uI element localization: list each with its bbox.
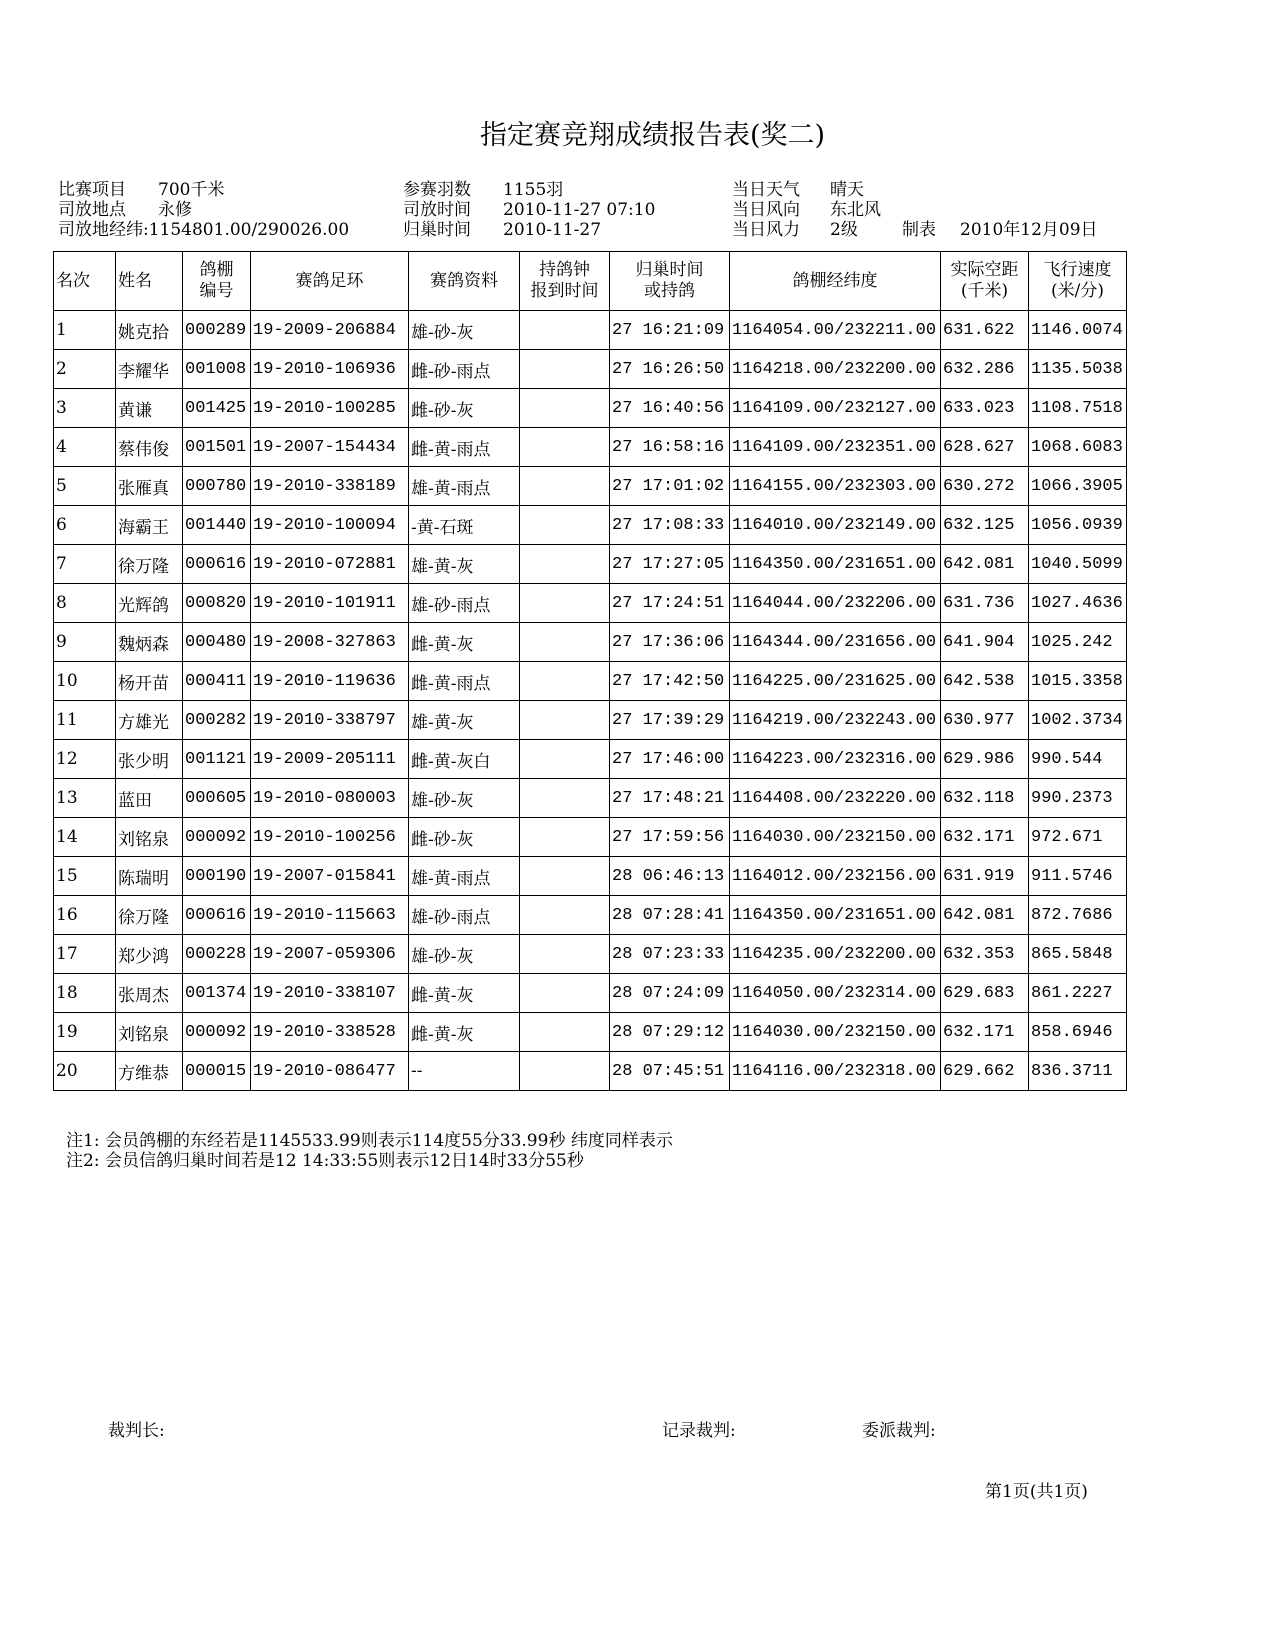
cell-bird-info: -- <box>409 1052 520 1091</box>
cell-rank: 8 <box>54 584 116 623</box>
cell-arrival-time: 28 07:45:51 <box>610 1052 730 1091</box>
cell-clock-time <box>520 779 610 818</box>
cell-speed: 1135.5038 <box>1029 350 1127 389</box>
cell-bird-info: 雄-砂-灰 <box>409 311 520 350</box>
cell-bird-info: -黄-石斑 <box>409 506 520 545</box>
cell-loft-coord: 1164050.00/232314.00 <box>730 974 941 1013</box>
cell-loft-no: 001374 <box>183 974 251 1013</box>
cell-arrival-time: 27 17:01:02 <box>610 467 730 506</box>
header-rank <box>54 252 116 311</box>
cell-loft-no: 001121 <box>183 740 251 779</box>
cell-rank: 7 <box>54 545 116 584</box>
cell-speed: 990.544 <box>1029 740 1127 779</box>
cell-loft-coord: 1164010.00/232149.00 <box>730 506 941 545</box>
cell-distance: 628.627 <box>941 428 1029 467</box>
cell-loft-coord: 1164030.00/232150.00 <box>730 1013 941 1052</box>
cell-distance: 642.538 <box>941 662 1029 701</box>
table-row <box>54 584 1127 623</box>
info-col-1 <box>58 180 349 240</box>
cell-name: 姚克拾 <box>116 311 183 350</box>
prepared-date: 2010年12月09日 <box>960 220 1098 240</box>
cell-name: 方维恭 <box>116 1052 183 1091</box>
header-ring-line: 赛鸽足环 <box>295 270 364 291</box>
header-loft-coord <box>730 252 941 311</box>
cell-loft-coord: 1164030.00/232150.00 <box>730 818 941 857</box>
cell-name: 张雁真 <box>116 467 183 506</box>
cell-speed: 1056.0939 <box>1029 506 1127 545</box>
cell-loft-no: 000616 <box>183 896 251 935</box>
event-value: 700千米 <box>158 180 225 200</box>
cell-ring: 19-2010-106936 <box>251 350 409 389</box>
cell-distance: 642.081 <box>941 545 1029 584</box>
cell-loft-no: 000780 <box>183 467 251 506</box>
cell-arrival-time: 27 16:26:50 <box>610 350 730 389</box>
cell-bird-info: 雄-黄-灰 <box>409 545 520 584</box>
cell-loft-no: 000228 <box>183 935 251 974</box>
cell-loft-no: 000480 <box>183 623 251 662</box>
cell-bird-info: 雄-砂-灰 <box>409 779 520 818</box>
cell-rank: 5 <box>54 467 116 506</box>
cell-rank: 1 <box>54 311 116 350</box>
prepared-label: 制表 <box>902 220 936 240</box>
table-row <box>54 701 1127 740</box>
recorder-referee-label: 记录裁判: <box>662 1421 736 1441</box>
cell-arrival-time: 27 17:46:00 <box>610 740 730 779</box>
cell-clock-time <box>520 545 610 584</box>
cell-bird-info: 雄-黄-雨点 <box>409 467 520 506</box>
cell-rank: 2 <box>54 350 116 389</box>
table-header-row <box>54 252 1127 311</box>
header-arrival-time-line: 归巢时间 <box>635 260 704 280</box>
header-clock-time <box>520 252 610 311</box>
cell-loft-no: 000411 <box>183 662 251 701</box>
table-body <box>54 311 1127 1091</box>
cell-loft-no: 000289 <box>183 311 251 350</box>
cell-bird-info: 雌-黄-雨点 <box>409 428 520 467</box>
cell-arrival-time: 28 06:46:13 <box>610 857 730 896</box>
cell-clock-time <box>520 467 610 506</box>
cell-distance: 632.118 <box>941 779 1029 818</box>
cell-arrival-time: 27 17:08:33 <box>610 506 730 545</box>
cell-loft-no: 000820 <box>183 584 251 623</box>
cell-loft-coord: 1164054.00/232211.00 <box>730 311 941 350</box>
cell-name: 张少明 <box>116 740 183 779</box>
cell-ring: 19-2010-119636 <box>251 662 409 701</box>
table-row <box>54 467 1127 506</box>
cell-name: 刘铭泉 <box>116 818 183 857</box>
cell-ring: 19-2007-015841 <box>251 857 409 896</box>
cell-arrival-time: 27 16:40:56 <box>610 389 730 428</box>
cell-ring: 19-2009-205111 <box>251 740 409 779</box>
cell-loft-coord: 1164109.00/232351.00 <box>730 428 941 467</box>
cell-rank: 16 <box>54 896 116 935</box>
cell-bird-info: 雄-砂-雨点 <box>409 584 520 623</box>
cell-bird-info: 雌-黄-灰 <box>409 1013 520 1052</box>
cell-bird-info: 雌-黄-灰 <box>409 623 520 662</box>
cell-loft-coord: 1164012.00/232156.00 <box>730 857 941 896</box>
cell-arrival-time: 28 07:24:09 <box>610 974 730 1013</box>
cell-ring: 19-2010-338107 <box>251 974 409 1013</box>
release-coord-value: :1154801.00/290026.00 <box>143 220 350 240</box>
cell-ring: 19-2010-115663 <box>251 896 409 935</box>
header-distance-line: (千米) <box>960 281 1009 301</box>
header-speed-line: 飞行速度 <box>1043 260 1112 280</box>
return-time-value: 2010-11-27 <box>503 220 602 240</box>
header-name-line: 姓名 <box>118 270 152 291</box>
header-rank-line: 名次 <box>56 270 90 291</box>
header-arrival-time-line: 或持鸽 <box>644 281 695 301</box>
cell-distance: 632.286 <box>941 350 1029 389</box>
cell-speed: 1040.5099 <box>1029 545 1127 584</box>
cell-speed: 1108.7518 <box>1029 389 1127 428</box>
table-row <box>54 935 1127 974</box>
cell-bird-info: 雄-砂-雨点 <box>409 896 520 935</box>
cell-distance: 629.662 <box>941 1052 1029 1091</box>
cell-name: 魏炳森 <box>116 623 183 662</box>
cell-loft-no: 001440 <box>183 506 251 545</box>
cell-distance: 630.272 <box>941 467 1029 506</box>
header-ring <box>251 252 409 311</box>
cell-name: 杨开苗 <box>116 662 183 701</box>
cell-arrival-time: 27 16:58:16 <box>610 428 730 467</box>
cell-loft-no: 000190 <box>183 857 251 896</box>
cell-loft-no: 000605 <box>183 779 251 818</box>
entries-value: 1155羽 <box>503 180 564 200</box>
footnote-2: 注2: 会员信鸽归巢时间若是12 14:33:55则表示12日14时33分55秒 <box>66 1151 584 1171</box>
cell-ring: 19-2008-327863 <box>251 623 409 662</box>
table-row <box>54 974 1127 1013</box>
table-row <box>54 311 1127 350</box>
cell-distance: 630.977 <box>941 701 1029 740</box>
cell-speed: 865.5848 <box>1029 935 1127 974</box>
cell-loft-coord: 1164350.00/231651.00 <box>730 896 941 935</box>
cell-name: 陈瑞明 <box>116 857 183 896</box>
header-arrival-time <box>610 252 730 311</box>
cell-ring: 19-2010-338797 <box>251 701 409 740</box>
wind-force-value: 2级 <box>830 220 858 240</box>
table-row <box>54 350 1127 389</box>
header-loft-coord-line: 鸽棚经纬度 <box>792 270 878 291</box>
wind-force-label: 当日风力 <box>732 220 800 240</box>
cell-speed: 858.6946 <box>1029 1013 1127 1052</box>
cell-distance: 629.683 <box>941 974 1029 1013</box>
cell-name: 郑少鸿 <box>116 935 183 974</box>
cell-speed: 1027.4636 <box>1029 584 1127 623</box>
cell-speed: 1002.3734 <box>1029 701 1127 740</box>
cell-name: 黄谦 <box>116 389 183 428</box>
cell-rank: 12 <box>54 740 116 779</box>
cell-clock-time <box>520 623 610 662</box>
release-time-label: 司放时间 <box>403 200 471 220</box>
cell-loft-no: 000015 <box>183 1052 251 1091</box>
release-coord-label: 司放地经纬 <box>58 220 143 240</box>
cell-loft-no: 000282 <box>183 701 251 740</box>
cell-ring: 19-2010-100094 <box>251 506 409 545</box>
table-row <box>54 1013 1127 1052</box>
info-col-3 <box>732 180 1098 240</box>
cell-loft-coord: 1164223.00/232316.00 <box>730 740 941 779</box>
cell-rank: 15 <box>54 857 116 896</box>
cell-rank: 10 <box>54 662 116 701</box>
cell-clock-time <box>520 1052 610 1091</box>
cell-speed: 1146.0074 <box>1029 311 1127 350</box>
cell-rank: 13 <box>54 779 116 818</box>
cell-speed: 1068.6083 <box>1029 428 1127 467</box>
cell-name: 蓝田 <box>116 779 183 818</box>
cell-clock-time <box>520 857 610 896</box>
cell-bird-info: 雄-砂-灰 <box>409 935 520 974</box>
cell-rank: 6 <box>54 506 116 545</box>
cell-rank: 9 <box>54 623 116 662</box>
table-row <box>54 779 1127 818</box>
cell-arrival-time: 27 17:27:05 <box>610 545 730 584</box>
cell-bird-info: 雌-砂-灰 <box>409 389 520 428</box>
cell-arrival-time: 27 16:21:09 <box>610 311 730 350</box>
cell-clock-time <box>520 935 610 974</box>
cell-clock-time <box>520 662 610 701</box>
cell-clock-time <box>520 350 610 389</box>
header-clock-time-line: 持鸽钟 <box>539 260 590 280</box>
cell-loft-coord: 1164155.00/232303.00 <box>730 467 941 506</box>
cell-loft-coord: 1164109.00/232127.00 <box>730 389 941 428</box>
header-loft-no-line: 鸽棚 <box>199 260 234 280</box>
cell-name: 方雄光 <box>116 701 183 740</box>
cell-ring: 19-2007-154434 <box>251 428 409 467</box>
cell-distance: 631.736 <box>941 584 1029 623</box>
table-row <box>54 896 1127 935</box>
weather-label: 当日天气 <box>732 180 800 200</box>
header-loft-no-line: 编号 <box>199 281 234 301</box>
wind-direction-value: 东北风 <box>830 200 881 220</box>
cell-distance: 629.986 <box>941 740 1029 779</box>
header-loft-no <box>183 252 251 311</box>
cell-name: 张周杰 <box>116 974 183 1013</box>
cell-clock-time <box>520 311 610 350</box>
wind-direction-label: 当日风向 <box>732 200 800 220</box>
cell-ring: 19-2010-100256 <box>251 818 409 857</box>
release-time-value: 2010-11-27 07:10 <box>503 200 656 220</box>
cell-distance: 631.919 <box>941 857 1029 896</box>
delegate-referee-label: 委派裁判: <box>862 1421 936 1441</box>
cell-arrival-time: 27 17:39:29 <box>610 701 730 740</box>
cell-ring: 19-2010-080003 <box>251 779 409 818</box>
release-place-label: 司放地点 <box>58 200 126 220</box>
cell-distance: 642.081 <box>941 896 1029 935</box>
cell-rank: 20 <box>54 1052 116 1091</box>
cell-distance: 633.023 <box>941 389 1029 428</box>
cell-speed: 1066.3905 <box>1029 467 1127 506</box>
cell-loft-coord: 1164044.00/232206.00 <box>730 584 941 623</box>
cell-speed: 1025.242 <box>1029 623 1127 662</box>
cell-ring: 19-2010-338528 <box>251 1013 409 1052</box>
page-title: 指定赛竞翔成绩报告表(奖二) <box>479 120 826 151</box>
cell-loft-coord: 1164350.00/231651.00 <box>730 545 941 584</box>
cell-distance: 632.171 <box>941 1013 1029 1052</box>
entries-label: 参赛羽数 <box>403 180 471 200</box>
cell-distance: 632.125 <box>941 506 1029 545</box>
cell-loft-coord: 1164219.00/232243.00 <box>730 701 941 740</box>
cell-distance: 641.904 <box>941 623 1029 662</box>
cell-arrival-time: 27 17:36:06 <box>610 623 730 662</box>
cell-clock-time <box>520 428 610 467</box>
cell-speed: 836.3711 <box>1029 1052 1127 1091</box>
return-time-label: 归巢时间 <box>403 220 471 240</box>
cell-distance: 632.171 <box>941 818 1029 857</box>
cell-ring: 19-2009-206884 <box>251 311 409 350</box>
header-speed-line: (米/分) <box>1051 281 1104 301</box>
chief-referee-label: 裁判长: <box>108 1421 165 1441</box>
table-row <box>54 740 1127 779</box>
header-distance-line: 实际空距 <box>950 260 1019 280</box>
release-place-value: 永修 <box>158 200 192 220</box>
cell-clock-time <box>520 584 610 623</box>
cell-speed: 861.2227 <box>1029 974 1127 1013</box>
cell-ring: 19-2010-338189 <box>251 467 409 506</box>
cell-distance: 631.622 <box>941 311 1029 350</box>
cell-arrival-time: 27 17:24:51 <box>610 584 730 623</box>
cell-ring: 19-2010-072881 <box>251 545 409 584</box>
cell-name: 徐万隆 <box>116 545 183 584</box>
event-label: 比赛项目 <box>58 180 126 200</box>
cell-clock-time <box>520 1013 610 1052</box>
weather-value: 晴天 <box>830 180 864 200</box>
cell-bird-info: 雌-黄-雨点 <box>409 662 520 701</box>
cell-arrival-time: 28 07:29:12 <box>610 1013 730 1052</box>
cell-arrival-time: 27 17:48:21 <box>610 779 730 818</box>
cell-arrival-time: 28 07:23:33 <box>610 935 730 974</box>
results-table <box>53 251 1127 1091</box>
header-distance <box>941 252 1029 311</box>
cell-loft-no: 000092 <box>183 818 251 857</box>
cell-bird-info: 雌-砂-灰 <box>409 818 520 857</box>
cell-name: 徐万隆 <box>116 896 183 935</box>
header-clock-time-line: 报到时间 <box>530 281 599 301</box>
table-row <box>54 662 1127 701</box>
table-row <box>54 623 1127 662</box>
cell-rank: 19 <box>54 1013 116 1052</box>
cell-name: 海霸王 <box>116 506 183 545</box>
cell-loft-coord: 1164344.00/231656.00 <box>730 623 941 662</box>
cell-rank: 11 <box>54 701 116 740</box>
cell-loft-no: 000616 <box>183 545 251 584</box>
cell-arrival-time: 28 07:28:41 <box>610 896 730 935</box>
cell-rank: 3 <box>54 389 116 428</box>
table-row <box>54 389 1127 428</box>
table-row <box>54 1052 1127 1091</box>
cell-ring: 19-2007-059306 <box>251 935 409 974</box>
cell-rank: 17 <box>54 935 116 974</box>
table-row <box>54 545 1127 584</box>
footnote-1: 注1: 会员鸽棚的东经若是1145533.99则表示114度55分33.99秒 纬度同样表示 <box>66 1131 673 1151</box>
table-row <box>54 818 1127 857</box>
cell-loft-coord: 1164116.00/232318.00 <box>730 1052 941 1091</box>
cell-rank: 4 <box>54 428 116 467</box>
header-bird-info-line: 赛鸽资料 <box>430 270 498 291</box>
cell-speed: 990.2373 <box>1029 779 1127 818</box>
cell-bird-info: 雌-砂-雨点 <box>409 350 520 389</box>
header-name <box>116 252 183 311</box>
footnotes <box>66 1131 673 1171</box>
cell-bird-info: 雄-黄-雨点 <box>409 857 520 896</box>
table-row <box>54 428 1127 467</box>
cell-distance: 632.353 <box>941 935 1029 974</box>
header-bird-info <box>409 252 520 311</box>
cell-name: 李耀华 <box>116 350 183 389</box>
cell-arrival-time: 27 17:59:56 <box>610 818 730 857</box>
cell-name: 蔡伟俊 <box>116 428 183 467</box>
cell-ring: 19-2010-100285 <box>251 389 409 428</box>
cell-bird-info: 雌-黄-灰 <box>409 974 520 1013</box>
cell-arrival-time: 27 17:42:50 <box>610 662 730 701</box>
cell-rank: 14 <box>54 818 116 857</box>
cell-clock-time <box>520 974 610 1013</box>
cell-ring: 19-2010-101911 <box>251 584 409 623</box>
page-number: 第1页(共1页) <box>985 1482 1088 1502</box>
cell-ring: 19-2010-086477 <box>251 1052 409 1091</box>
cell-loft-no: 001008 <box>183 350 251 389</box>
info-col-2 <box>403 180 655 240</box>
table-row <box>54 506 1127 545</box>
cell-loft-coord: 1164225.00/231625.00 <box>730 662 941 701</box>
cell-clock-time <box>520 896 610 935</box>
table-row <box>54 857 1127 896</box>
header-speed <box>1029 252 1127 311</box>
cell-speed: 1015.3358 <box>1029 662 1127 701</box>
cell-rank: 18 <box>54 974 116 1013</box>
cell-clock-time <box>520 740 610 779</box>
cell-name: 光辉鸽 <box>116 584 183 623</box>
cell-loft-no: 001425 <box>183 389 251 428</box>
cell-speed: 972.671 <box>1029 818 1127 857</box>
cell-clock-time <box>520 818 610 857</box>
cell-clock-time <box>520 701 610 740</box>
cell-loft-coord: 1164408.00/232220.00 <box>730 779 941 818</box>
cell-speed: 872.7686 <box>1029 896 1127 935</box>
cell-loft-coord: 1164235.00/232200.00 <box>730 935 941 974</box>
cell-name: 刘铭泉 <box>116 1013 183 1052</box>
cell-loft-coord: 1164218.00/232200.00 <box>730 350 941 389</box>
cell-bird-info: 雄-黄-灰 <box>409 701 520 740</box>
cell-loft-no: 000092 <box>183 1013 251 1052</box>
cell-clock-time <box>520 389 610 428</box>
cell-clock-time <box>520 506 610 545</box>
cell-loft-no: 001501 <box>183 428 251 467</box>
cell-speed: 911.5746 <box>1029 857 1127 896</box>
cell-bird-info: 雌-黄-灰白 <box>409 740 520 779</box>
